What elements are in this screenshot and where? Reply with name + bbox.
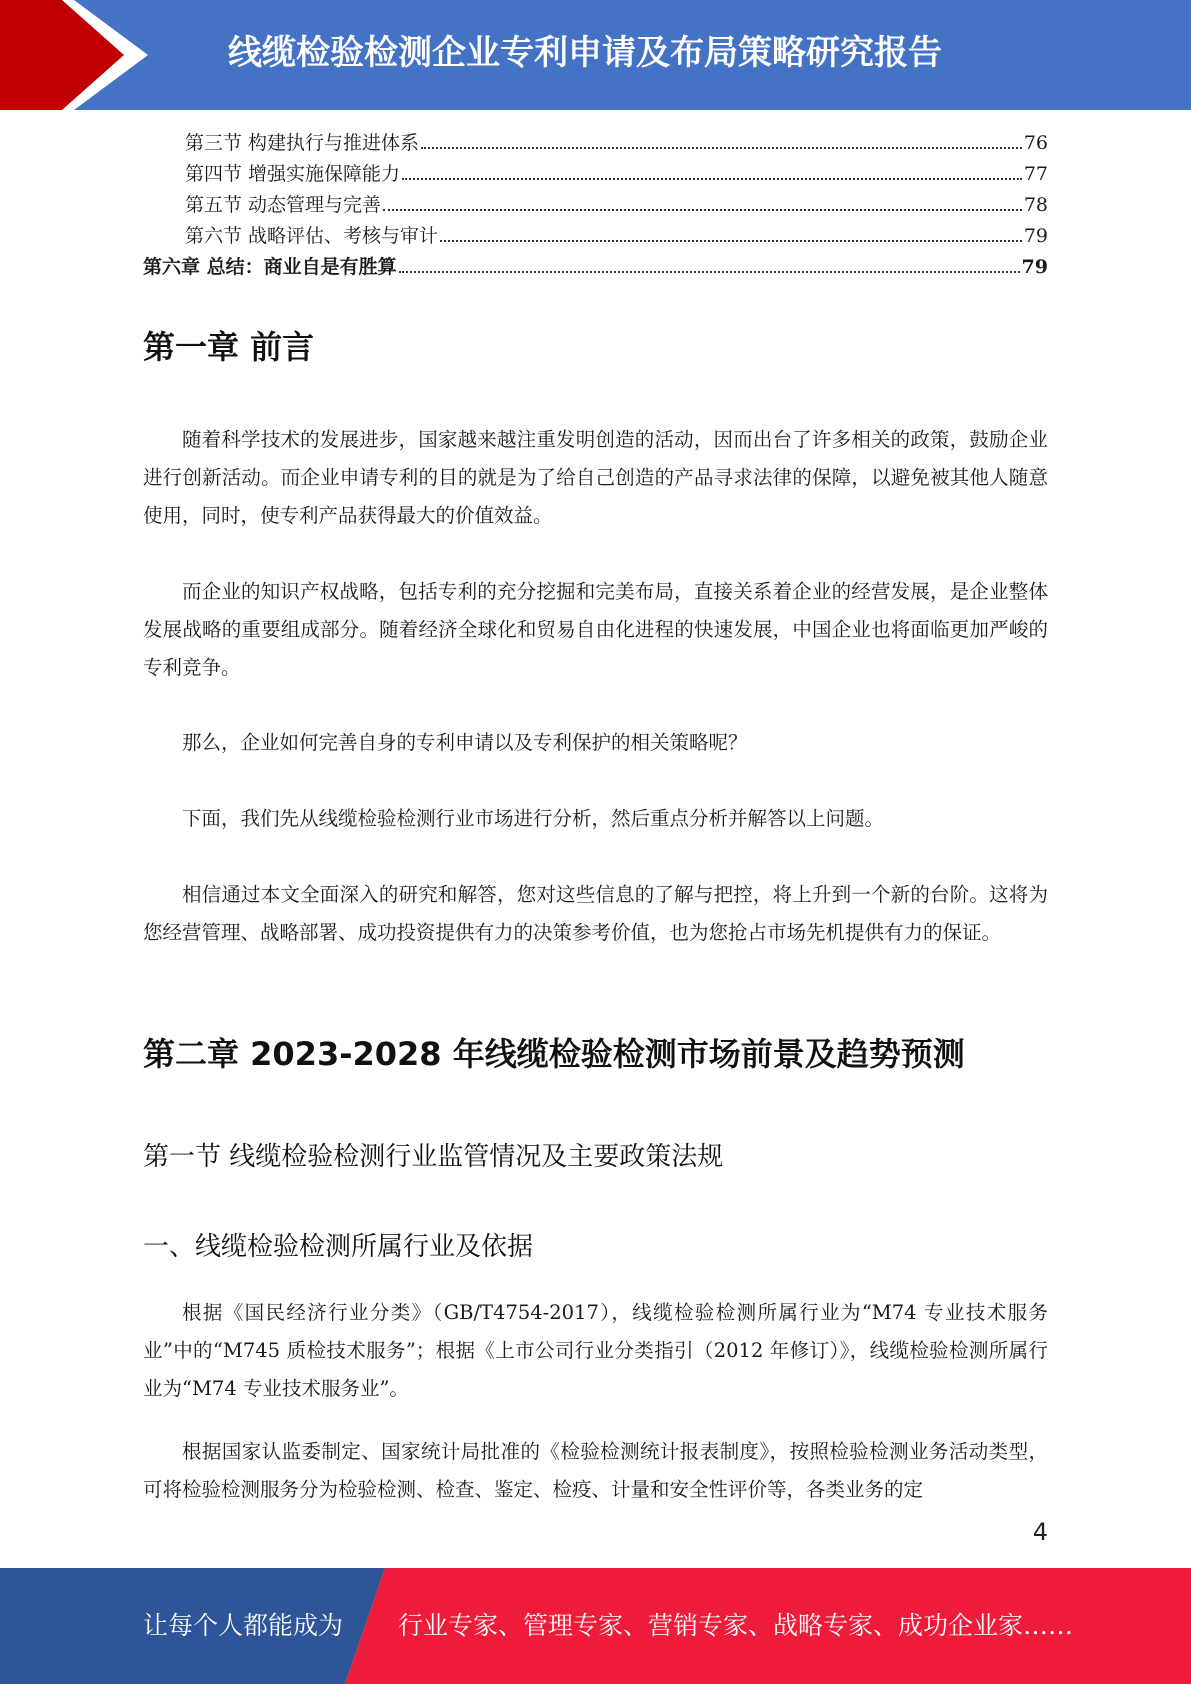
body-paragraph: 那么，企业如何完善自身的专利申请以及专利保护的相关策略呢？ (182, 731, 748, 754)
section-heading: 第一节 线缆检验检测行业监管情况及主要政策法规 (143, 1142, 724, 1172)
toc-leader-dots (402, 178, 1022, 180)
toc-entry[interactable] (143, 128, 1048, 159)
body-paragraph: 随着科学技术的发展进步，国家越来越注重发明创造的活动，因而出台了许多相关的政策，鼓励企业进行创新活动。而企业申请专利的目的就是为了给自己创造的产品寻求法律的保障，以避免被其他人随意使用，同时，使专利产品获得最大的价值效益。 (143, 428, 1048, 527)
chapter-1-heading: 第一章 前言 (143, 328, 315, 366)
toc-entry-page: 78 (1023, 194, 1048, 216)
toc-entry-label: 第六章 总结：商业自是有胜算 (143, 256, 397, 278)
toc-entry[interactable] (143, 221, 1048, 252)
body-paragraph: 而企业的知识产权战略，包括专利的充分挖掘和完美布局，直接关系着企业的经营发展，是企业整体发展战略的重要组成部分。随着经济全球化和贸易自由化进程的快速发展，中国企业也将面临更加严峻的专利竞争。 (143, 580, 1048, 679)
header-chevron-decoration (0, 0, 160, 110)
toc-leader-dots (440, 240, 1022, 242)
toc-entry-label: 第六节 战略评估、考核与审计 (185, 225, 439, 247)
chapter-2-heading: 第二章 2023-2028 年线缆检验检测市场前景及趋势预测 (143, 1035, 965, 1073)
header-banner (0, 0, 1191, 110)
toc-entry[interactable] (143, 190, 1048, 221)
subsection-heading: 一、线缆检验检测所属行业及依据 (143, 1232, 534, 1262)
report-title: 线缆检验检测企业专利申请及布局策略研究报告 (228, 33, 942, 73)
toc-entry-page: 79 (1021, 256, 1048, 278)
toc-entry-label: 第四节 增强实施保障能力 (185, 163, 401, 185)
body-paragraph: 下面，我们先从线缆检验检测行业市场进行分析，然后重点分析并解答以上问题。 (182, 807, 885, 830)
footer-slogan-left: 让每个人都能成为 (143, 1611, 344, 1640)
toc-entry-page: 76 (1023, 132, 1048, 154)
toc-leader-dots (421, 147, 1022, 149)
toc-entry-label: 第五节 动态管理与完善 (185, 194, 382, 216)
body-paragraph: 相信通过本文全面深入的研究和解答，您对这些信息的了解与把控，将上升到一个新的台阶。这将为您经营管理、战略部署、成功投资提供有力的决策参考价值，也为您抢占市场先机提供有力的保证。 (143, 883, 1048, 944)
body-paragraph: 根据《国民经济行业分类》（GB/T4754-2017），线缆检验检测所属行业为“M74 专业技术服务业”中的“M745 质检技术服务”；根据《上市公司行业分类指引（2012 年修订）》，线缆检验检测所属行业为“M74 专业技术服务业”。 (143, 1301, 1048, 1400)
table-of-contents (143, 128, 1048, 283)
toc-entry-label: 第三节 构建执行与推进体系 (185, 132, 420, 154)
toc-leader-dots (383, 209, 1022, 211)
toc-leader-dots (399, 271, 1020, 273)
page-number: 4 (1032, 1518, 1048, 1546)
footer-banner (0, 1568, 1191, 1684)
toc-entry-page: 77 (1023, 163, 1048, 185)
footer-slogan-right: 行业专家、管理专家、营销专家、战略专家、成功企业家…… (398, 1611, 1074, 1640)
toc-entry[interactable] (143, 159, 1048, 190)
body-paragraph: 根据国家认监委制定、国家统计局批准的《检验检测统计报表制度》，按照检验检测业务活动类型，可将检验检测服务分为检验检测、检查、鉴定、检疫、计量和安全性评价等，各类业务的定 (143, 1440, 1048, 1501)
toc-entry-chapter[interactable] (143, 252, 1048, 283)
toc-entry-page: 79 (1023, 225, 1048, 247)
